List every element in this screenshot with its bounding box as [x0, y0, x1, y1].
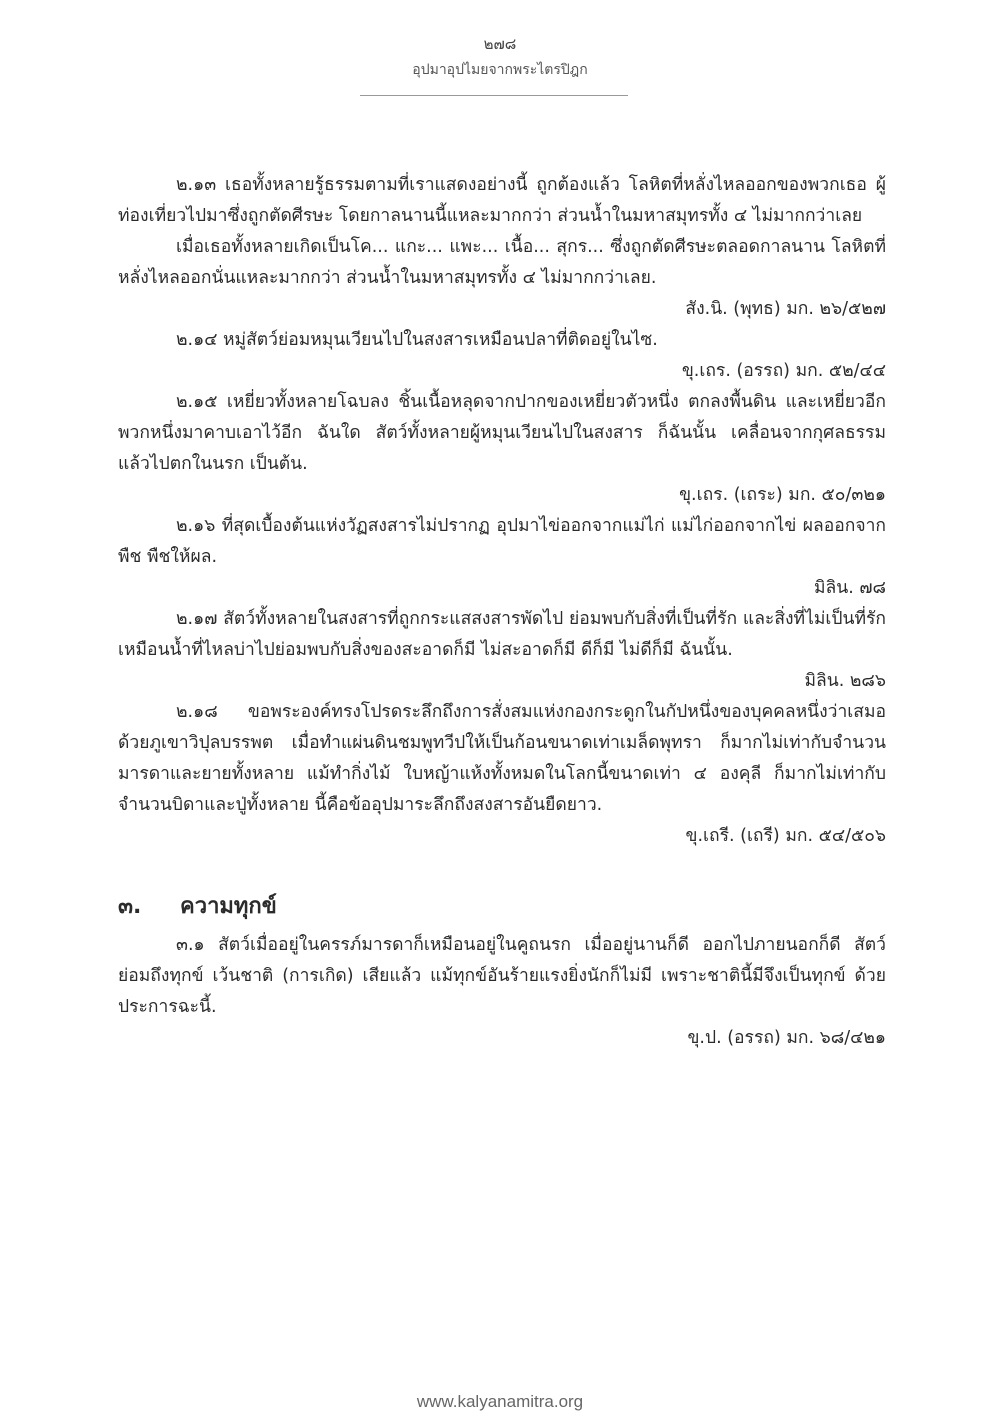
page-header	[0, 34, 1000, 80]
page-body	[118, 170, 886, 1054]
section-title: ความทุกข์	[180, 894, 277, 919]
paragraph-2-14: ๒.๑๔ หมู่สัตว์ย่อมหมุนเวียนไปในสงสารเหมือนปลาที่ติดอยู่ในไซ.	[176, 330, 658, 350]
section-number: ๓.	[118, 894, 142, 919]
reference-citation: สัง.นิ. (พุทธ) มก. ๒๖/๕๒๗	[685, 299, 886, 319]
paragraph-2-18: ๒.๑๘ ขอพระองค์ทรงโปรดระลึกถึงการสั่งสมแห่งกองกระดูกในกัปหนึ่งของบุคคลหนึ่งว่าเสมอด้วยภูเขาวิปุลบรรพต เมื่อทำแผ่นดินชมพูทวีปให้เป็นก้อนขนาดเท่าเมล็ดพุทรา ก็มากไม่เท่ากับจำนวนมารดาและยายทั้งหลาย แม้ทำกิ่งไม้ ใบหญ้าแห้งทั้งหมดในโลกนี้ขนาดเท่า ๔ องคุลี ก็มากไม่เท่ากับจำนวนบิดาและปู่ทั้งหลาย นี้คือข้ออุปมาระลึกถึงสงสารอันยืดยาว.	[118, 702, 886, 815]
section-heading	[118, 890, 886, 924]
section-spacer	[118, 852, 886, 872]
paragraph-2-17: ๒.๑๗ สัตว์ทั้งหลายในสงสารที่ถูกกระแสสงสารพัดไป ย่อมพบกับสิ่งที่เป็นที่รัก และสิ่งที่ไม่เป็นที่รัก เหมือนน้ำที่ไหลบ่าไปย่อมพบกับสิ่งของสะอาดก็มี ไม่สะอาดก็มี ดีก็มี ไม่ดีก็มี ฉันนั้น.	[118, 609, 886, 660]
paragraph-3-1: ๓.๑ สัตว์เมื่ออยู่ในครรภ์มารดาก็เหมือนอยู่ในคูถนรก เมื่ออยู่นานก็ดี ออกไปภายนอกก็ดี สัตว์ย่อมถึงทุกข์ เว้นชาติ (การเกิด) เสียแล้ว แม้ทุกข์อันร้ายแรงยิ่งนักก็ไม่มี เพราะชาตินี้มีจึงเป็นทุกข์ ด้วยประการฉะนี้.	[118, 935, 886, 1017]
header-divider	[360, 95, 628, 96]
paragraph-2-13-continued: เมื่อเธอทั้งหลายเกิดเป็นโค... แกะ... แพะ... เนื้อ... สุกร... ซึ่งถูกตัดศีรษะตลอดกาลนาน โลหิตที่หลั่งไหลออกนั่นแหละมากกว่า ส่วนน้ำในมหาสมุทรทั้ง ๔ ไม่มากกว่าเลย.	[118, 237, 886, 288]
reference-citation: ขุ.เถร. (อรรถ) มก. ๕๒/๔๔	[681, 361, 886, 381]
reference-citation: ขุ.เถร. (เถระ) มก. ๕๐/๓๒๑	[679, 485, 886, 505]
paragraph-2-16: ๒.๑๖ ที่สุดเบื้องต้นแห่งวัฏสงสารไม่ปรากฏ อุปมาไข่ออกจากแม่ไก่ แม่ไก่ออกจากไข่ ผลออกจากพืช พืชให้ผล.	[118, 516, 886, 567]
paragraph-2-15: ๒.๑๕ เหยี่ยวทั้งหลายโฉบลง ชิ้นเนื้อหลุดจากปากของเหยี่ยวตัวหนึ่ง ตกลงพื้นดิน และเหยี่ยวอีกพวกหนึ่งมาคาบเอาไว้อีก ฉันใด สัตว์ทั้งหลายผู้หมุนเวียนไปในสงสาร ก็ฉันนั้น เคลื่อนจากกุศลธรรมแล้วไปตกในนรก เป็นต้น.	[118, 392, 886, 474]
footer-website: www.kalyanamitra.org	[416, 1392, 584, 1411]
book-title: อุปมาอุปไมยจากพระไตรปิฎก	[412, 62, 588, 78]
reference-citation: ขุ.เถรี. (เถรี) มก. ๕๔/๕๐๖	[685, 826, 886, 846]
page-number: ๒๗๘	[483, 35, 517, 53]
paragraph-2-13: ๒.๑๓ เธอทั้งหลายรู้ธรรมตามที่เราแสดงอย่างนี้ ถูกต้องแล้ว โลหิตที่หลั่งไหลออกของพวกเธอ ผู้ท่องเที่ยวไปมาซึ่งถูกตัดศีรษะ โดยกาลนานนี้แหละมากกว่า ส่วนน้ำในมหาสมุทรทั้ง ๔ ไม่มากกว่าเลย	[118, 175, 886, 226]
reference-citation: มิลิน. ๒๘๖	[804, 671, 886, 691]
reference-citation: ขุ.ป. (อรรถ) มก. ๖๘/๔๒๑	[687, 1028, 886, 1048]
reference-citation: มิลิน. ๗๘	[813, 578, 886, 598]
